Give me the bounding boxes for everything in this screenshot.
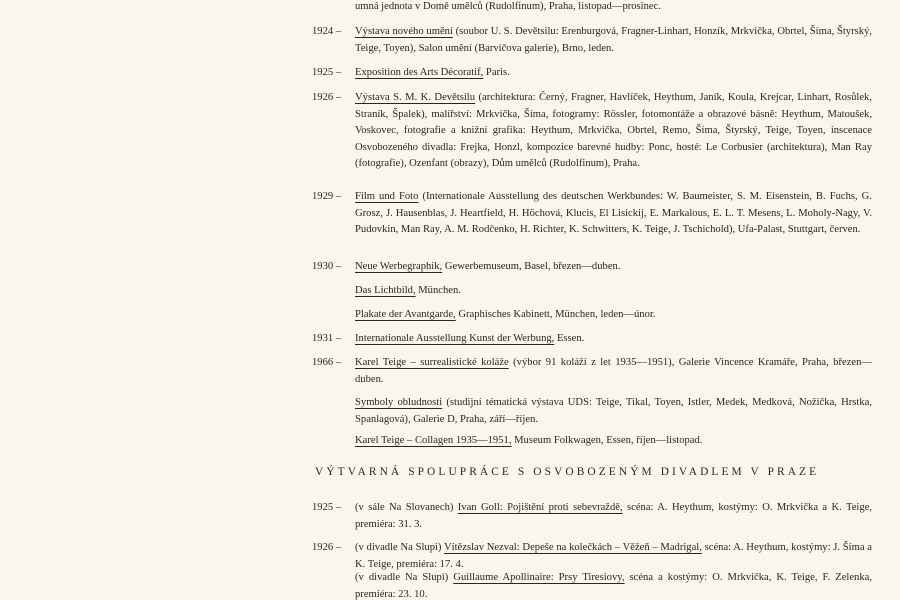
venue: (v divadle Na Slupi)	[355, 572, 454, 583]
entry-text: Paris.	[483, 67, 510, 78]
entry-text: scéna a kostýmy: O. Mrkvička, K. Teige, F. Zelenka, premiéra: 23. 10.	[355, 572, 873, 600]
entry-text: Museum Folkwagen, Essen, říjen—listopad.	[511, 435, 703, 446]
exhibition-title: Film und Foto	[355, 191, 419, 202]
entry-text: scéna: A. Heythum, kostýmy: J. Šíma a K. Teige, premiéra: 17. 4.	[355, 542, 873, 570]
venue: (v divadle Na Slupi)	[355, 542, 445, 553]
venue: (v sále Na Slovanech)	[355, 502, 458, 513]
exhibition-title: Výstava S. M. K. Devětsilu	[355, 92, 476, 103]
entry-year: 1931 –	[312, 333, 342, 344]
play-title: Ivan Goll: Pojištění proti sebevraždě,	[457, 502, 623, 513]
entry-text: Graphisches Kabinett, München, leden—únor.	[455, 309, 656, 320]
entry-1930-plakate	[355, 307, 872, 324]
exhibition-title: Symboly obludnosti	[355, 397, 443, 408]
entry-year: 1925 –	[312, 67, 342, 78]
exhibition-title: Das Lichtbild,	[355, 285, 416, 296]
entry-year: 1926 –	[312, 542, 342, 553]
exhibition-title: Plakate der Avantgarde,	[355, 309, 456, 320]
entry-1931	[312, 331, 872, 348]
entry-1926	[312, 90, 872, 173]
play-title: Vítězslav Nezval: Depeše na kolečkách – Věžeň – Madrigal,	[444, 542, 702, 553]
entry-1930-lichtbild	[355, 283, 872, 300]
entry-text: umná jednota v Domě umělců (Rudolfinum), Praha, listopad—prosinec.	[355, 1, 661, 12]
entry-year: 1924 –	[312, 26, 342, 37]
exhibition-title: Karel Teige – Collagen 1935—1951,	[355, 435, 512, 446]
entry-text: (Internationale Ausstellung des deutschen Werkbundes: W. Baumeister, S. M. Eisenstein, B. Fuchs, G. Grosz, J. Hausenblas, J. Heartfield, H. Höchová, Klucis, El Lisickij, E. Markalous, E. L. T. Mesens, L. Moholy-Nagy, V. Pudovkin, Man Ray, A. M. Rodčenko, H. Richter, K. Schwitters, K. Teige, J. Tschichold), Ufa-Palast, Stuttgart, červen.	[355, 191, 872, 235]
section-heading: VÝTVARNÁ SPOLUPRÁCE S OSVOBOZENÝM DIVADLEM V PRAZE	[315, 466, 820, 478]
exhibition-title: Karel Teige – surrealistické koláže	[355, 357, 509, 368]
entry-1966-collagen	[355, 433, 872, 450]
entry-text: scéna: A. Heythum, kostýmy: O. Mrkvička a K. Teige, premiéra: 31. 3.	[355, 502, 872, 530]
entry-year: 1930 –	[312, 261, 342, 272]
play-title: Guillaume Apollinaire: Prsy Tiresiovy,	[453, 572, 625, 583]
entry-1966	[312, 355, 872, 388]
entry-year: 1966 –	[312, 357, 342, 368]
entry-1924	[312, 24, 872, 57]
entry-1925	[312, 65, 872, 82]
theatre-1926	[312, 540, 872, 573]
entry-text: (soubor U. S. Devětsilu: Erenburgová, Fragner-Linhart, Honzík, Mrkvička, Obrtel, Šíma, Štyrský, Teige, Toyen), Salon umění (Barvičova galerie), Brno, leden.	[355, 26, 872, 54]
entry-text: München.	[415, 285, 461, 296]
entry-text: Essen.	[554, 333, 585, 344]
entry-year: 1929 –	[312, 191, 342, 202]
entry-year: 1925 –	[312, 502, 342, 513]
entry-1966-symboly	[355, 395, 872, 428]
entry-text: Gewerbemuseum, Basel, březen—duben.	[442, 261, 621, 272]
theatre-1926-apollinaire	[355, 570, 872, 600]
entry-text: (výbor 91 koláží z let 1935—1951), Galerie Vincence Kramáře, Praha, březen—duben.	[355, 357, 872, 385]
exhibition-title: Internationale Ausstellung Kunst der Werbung,	[355, 333, 555, 344]
entry-1929	[312, 189, 872, 239]
exhibition-title: Exposition des Arts Décoratif,	[355, 67, 484, 78]
entry-continued	[312, 0, 872, 16]
entry-1930	[312, 259, 872, 276]
exhibition-title: Neue Werbegraphik,	[355, 261, 443, 272]
entry-year: 1926 –	[312, 92, 342, 103]
exhibition-title: Výstava nového umění	[355, 26, 453, 37]
entry-text: (studijní tématická výstava UDS: Teige, Tikal, Toyen, Istler, Medek, Medková, Nožička, Hrstka, Spanlagová), Galerie D, Praha, září—říjen.	[355, 397, 872, 425]
entry-text: (architektura: Černý, Fragner, Havlíček, Heythum, Janík, Koula, Krejcar, Linhart, Rosůlek, Straník, Špalek), malířství: Mrkvička, Šíma, fotogramy: Rössler, fotomontáže a obrazové básně: Heythum, Matoušek, Voskovec, fotografie a knižní grafika: Heythum, Mrkvička, Obrtel, Remo, Šíma, Štyrský, Teige, Toyen, inscenace Osvobozeného divadla: Frejka, Honzl, kompozice barevné hudby: Ponc, hosté: Le Corbusier (architektura), Man Ray (fotografie), Ozenfant (obrazy), Dům umělců (Rudolfinum), Praha.	[355, 92, 872, 169]
theatre-1925	[312, 500, 872, 533]
